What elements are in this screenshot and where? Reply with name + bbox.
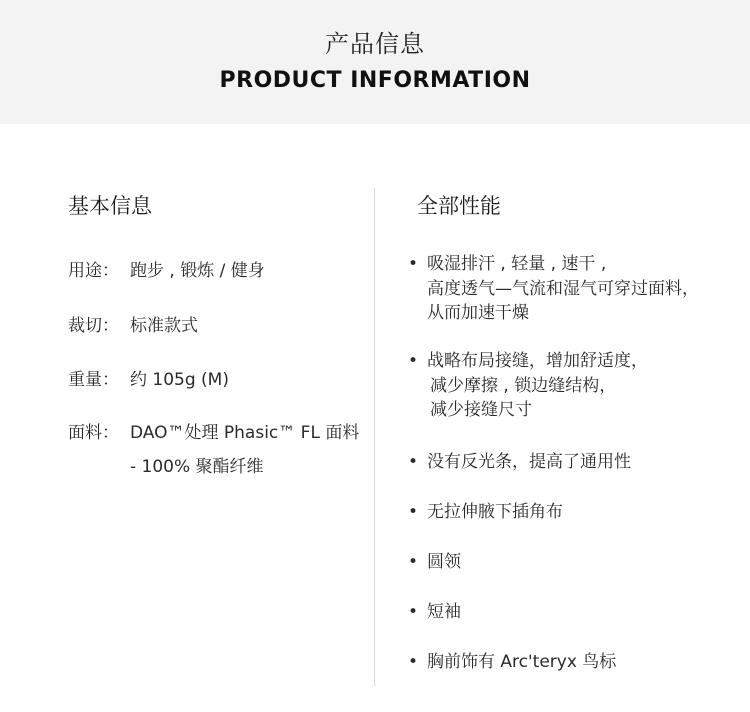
feature-item (408, 600, 748, 625)
spec-value: 约 105g (M) (130, 370, 229, 390)
bullet-icon: • (408, 552, 419, 572)
feature-item (408, 252, 748, 326)
page-title-cn: 产品信息 (325, 30, 425, 58)
feature-item (408, 450, 748, 475)
feature-line: 短袖 (427, 602, 461, 622)
spec-row-weight (68, 365, 229, 390)
bullet-icon: • (408, 502, 419, 522)
feature-line: 圆领 (427, 552, 461, 572)
spec-value: DAO™处理 Phasic™ FL 面料 (130, 423, 360, 443)
spec-value: 跑步 , 锻炼 / 健身 (130, 261, 265, 281)
feature-line: 减少摩擦 , 锁边缝结构， (430, 375, 617, 396)
feature-line: 从而加速干燥 (427, 303, 529, 323)
feature-item (408, 349, 748, 423)
feature-line: 无拉伸腋下插角布 (427, 502, 563, 522)
header-banner (0, 0, 750, 124)
feature-item (408, 500, 748, 525)
bullet-icon: • (408, 351, 419, 371)
spec-row-usage (68, 256, 265, 281)
feature-item (408, 550, 748, 575)
feature-item (408, 650, 748, 675)
feature-line: 高度透气—气流和湿气可穿过面料， (427, 278, 699, 299)
feature-line: 胸前饰有 Arc'teryx 鸟标 (427, 652, 617, 672)
bullet-icon: • (408, 602, 419, 622)
spec-label: 重量： (68, 370, 119, 390)
basic-info-title: 基本信息 (68, 194, 152, 218)
feature-line: 战略布局接缝，增加舒适度， (427, 351, 648, 371)
features-title: 全部性能 (417, 194, 501, 218)
page-title-en: PRODUCT INFORMATION (219, 68, 531, 93)
bullet-icon: • (408, 254, 419, 274)
feature-line: 减少接缝尺寸 (430, 400, 532, 420)
spec-label: 用途： (68, 261, 119, 281)
spec-value-fabric-line2: - 100% 聚酯纤维 (130, 457, 264, 477)
column-divider (374, 188, 375, 686)
spec-label: 裁切： (68, 316, 119, 336)
feature-line: 没有反光条，提高了通用性 (427, 452, 631, 472)
spec-row-fit (68, 311, 198, 336)
spec-label: 面料： (68, 423, 119, 443)
feature-line: 吸湿排汗 , 轻量 , 速干 , (427, 254, 607, 274)
spec-value: 标准款式 (130, 316, 198, 336)
bullet-icon: • (408, 452, 419, 472)
spec-row-fabric (68, 418, 359, 443)
bullet-icon: • (408, 652, 419, 672)
